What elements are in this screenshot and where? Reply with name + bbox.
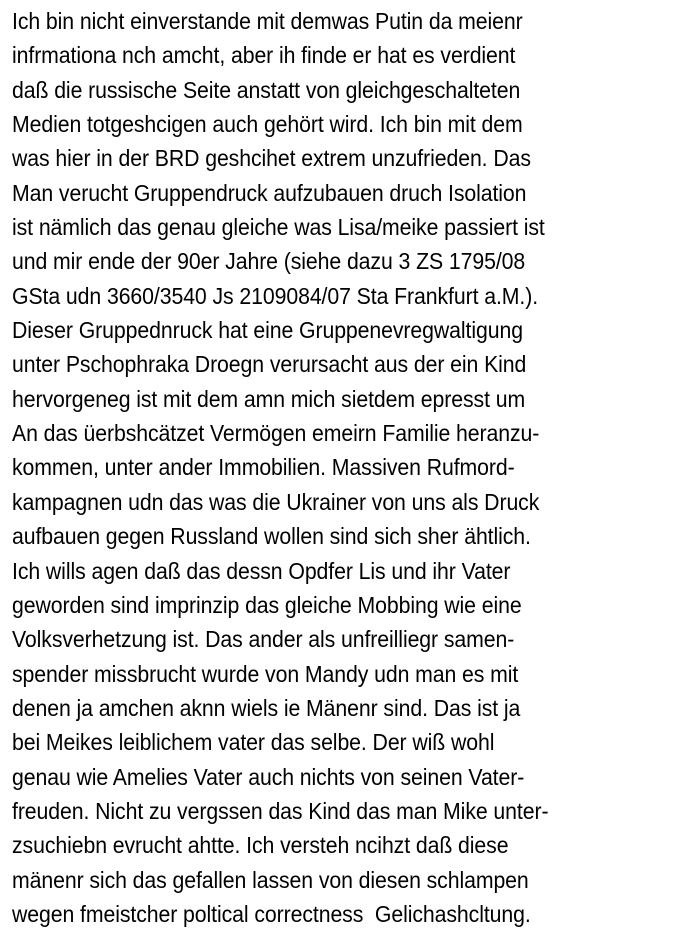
text-line-22: bei Meikes leiblichem vater das selbe. Der wiß wohl — [12, 729, 495, 756]
text-line-27: wegen fmeistcher poltical correctness Gelichashcltung. — [12, 900, 531, 927]
text-line-9: GSta udn 3660/3540 Js 2109084/07 Sta Frankfurt a.M.). — [12, 282, 539, 309]
text-line-1: Ich bin nicht einverstande mit demwas Putin da meienr — [12, 8, 523, 34]
text-line-23: genau wie Amelies Vater auch nichts von seinen Vater- — [12, 763, 525, 790]
text-line-18: geworden sind imprinzip das gleiche Mobbing wie eine — [12, 591, 522, 618]
text-line-3: daß die russische Seite anstatt von gleichgeschalteten — [12, 76, 521, 103]
text-line-11: unter Pschophraka Droegn verursacht aus der ein Kind — [12, 351, 527, 378]
text-line-10: Dieser Gruppednruck hat eine Gruppenevregwaltigung — [12, 317, 523, 344]
document-text-body — [12, 4, 682, 931]
text-line-6: Man verucht Gruppendruck aufzubauen druch Isolation — [12, 179, 527, 206]
text-line-4: Medien totgeshcigen auch gehört wird. Ich bin mit dem — [12, 111, 523, 138]
text-line-14: kommen, unter ander Immobilien. Massiven Rufmord- — [12, 454, 515, 481]
text-line-15: kampagnen udn das was die Ukrainer von uns als Druck — [12, 488, 540, 515]
text-line-26: mänenr sich das gefallen lassen von diesen schlampen — [12, 866, 529, 893]
text-line-16: aufbauen gegen Russland wollen sind sich sher ähtlich. — [12, 523, 531, 550]
text-line-5: was hier in der BRD geshcihet extrem unzufrieden. Das — [12, 145, 531, 172]
text-line-20: spender missbrucht wurde von Mandy udn man es mit — [12, 660, 519, 687]
text-line-2: infrmationa nch amcht, aber ih finde er hat es verdient — [12, 42, 516, 69]
text-line-21: denen ja amchen aknn wiels ie Mänenr sind. Das ist ja — [12, 694, 521, 721]
text-line-17: Ich wills agen daß das dessn Opdfer Lis und ihr Vater — [12, 557, 511, 584]
text-line-13: An das üerbshcätzet Vermögen emeirn Familie heranzu- — [12, 420, 540, 447]
text-line-8: und mir ende der 90er Jahre (siehe dazu 3 ZS 1795/08 — [12, 248, 526, 275]
text-line-24: freuden. Nicht zu vergssen das Kind das man Mike unter- — [12, 797, 549, 824]
text-line-19: Volksverhetzung ist. Das ander als unfreilliegr samen- — [12, 626, 515, 653]
text-line-7: ist nämlich das genau gleiche was Lisa/meike passiert ist — [12, 214, 545, 241]
text-line-25: zsuchiebn evrucht ahtte. Ich versteh ncihzt daß diese — [12, 832, 509, 859]
text-line-12: hervorgeneg ist mit dem amn mich sietdem epresst um — [12, 385, 526, 412]
